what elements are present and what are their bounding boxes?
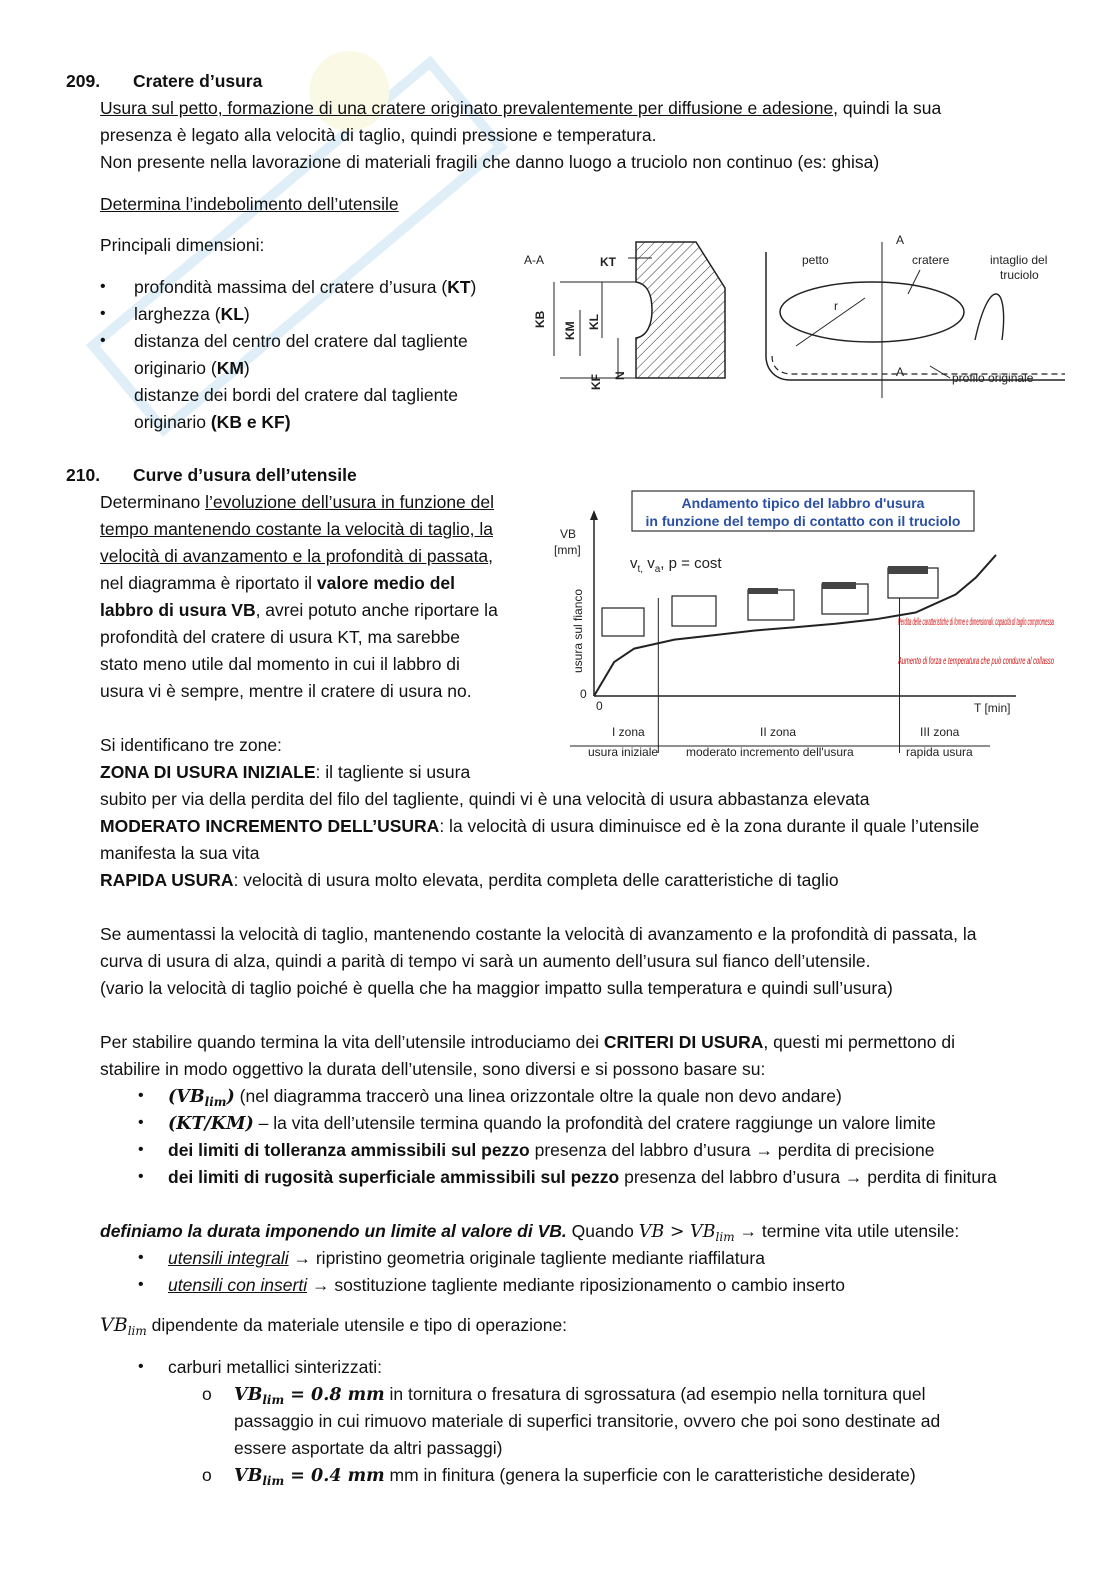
chart-note-1: Perdita delle caratteristiche di forme e dimensionali: capacità di taglio compromessa [898,617,1055,628]
dim-item-km-line2 [134,357,250,379]
criterion-kt-km [168,1112,936,1135]
wear-land-3 [748,588,778,594]
y-axis-arrow [590,510,598,520]
bullet-dot: • [138,1114,144,1131]
bullet-dot: • [138,1358,144,1375]
sub2-sub: lim [262,1474,285,1488]
s210-line-8: usura vi è sempre, mentre il cratere di usura no. [100,681,472,701]
vblim-sub: lim [127,1324,147,1338]
dim-extra-bold: (KB e KF) [210,412,291,432]
definition-vb: VB [638,1222,665,1242]
tool-inserts-u: utensili con inserti [168,1275,308,1295]
criteria-bold: CRITERI DI USURA [603,1032,764,1052]
sub-item-2 [234,1464,916,1487]
s209-paragraph-2: Non presente nella lavorazione di materiali fragili che danno luogo a truciolo non continuo (es: ghisa) [100,152,880,172]
label-kl: KL [587,314,601,330]
criterion-vblim-close: ) [226,1087,235,1107]
criterion-roughness [168,1166,997,1188]
s210-line-4 [100,572,455,594]
sub-item-1-line-a [234,1383,925,1406]
wear-land-4 [822,582,856,589]
leader-line [908,270,920,294]
sub1-math: VB [234,1385,263,1405]
s210-line-3 [100,545,493,567]
dim-kl-end: ) [243,304,250,324]
bullet-dot: • [100,332,106,349]
sub1-sub: lim [262,1393,285,1407]
dim-item-kl [134,303,250,325]
bullet-dot: • [138,1141,144,1158]
tool-sketch-2 [672,596,716,626]
label-cratere: cratere [912,253,950,267]
label-petto: petto [802,253,829,267]
criteria-intro-1 [100,1031,955,1053]
wear-land-5 [888,566,928,574]
dim-item-km-line1: distanza del centro del cratere dal tagliente [134,331,468,351]
bullet-dot: • [138,1249,144,1266]
origin-y-label: 0 [580,687,587,701]
cond-sub2: a [654,564,661,575]
dim-kl-text: larghezza ( [134,304,221,324]
s210-l1-u: l’evoluzione dell’usura in funzione del [205,492,495,512]
s209-dims-title: Principali dimensioni: [100,235,265,255]
tool-sketch-1 [602,608,644,636]
dim-km-end: ) [243,358,250,378]
chart-title-line-2: in funzione del tempo di contatto con il truciolo [645,513,961,529]
criterion-vblim-math: (VB [168,1087,205,1107]
section-210-number: 210. [66,465,101,485]
criterion-vblim-sub: lim [204,1095,227,1109]
tool-inserts-text: → sostituzione tagliente mediante riposizionamento o cambio inserto [307,1275,846,1295]
dim-kt-bold: KT [447,277,471,297]
label-intaglio-2: truciolo [1000,268,1039,282]
bullet-dot: • [138,1276,144,1293]
label-km: KM [563,321,577,340]
label-kt: KT [600,255,616,269]
s209-determina: Determina l’indebolimento dell’utensile [100,194,399,214]
criteria-pre: Per stabilire quando termina la vita dell’utensile introduciamo dei [100,1032,604,1052]
radius-label: r [834,299,838,313]
tool-sketch-3 [748,590,794,620]
s209-p1-underlined: Usura sul petto, formazione di una cratere originato prevalentemente per diffusione e adesione, [100,98,839,118]
zone-1-title: ZONA DI USURA INIZIALE [100,762,316,782]
dim-item-kt [134,276,476,298]
bullet-dot: • [138,1087,144,1104]
s210-l4-pre: nel diagramma è riportato il [100,573,317,593]
bullet-dot: • [138,1168,144,1185]
label-n: N [613,371,627,380]
criterion-tolerance-bold: dei limiti di tolleranza ammissibili sul pezzo [168,1140,530,1160]
definition-arrow-text: → termine vita utile utensile: [734,1221,960,1241]
tool-integral [168,1247,765,1269]
chart-note-2: Aumento di forza e temperatura che può condurre al collasso [897,656,1055,667]
section-a-bottom: A [896,365,905,379]
criterion-vblim [168,1085,842,1108]
vblim-text: dipendente da materiale utensile e tipo di operazione: [146,1315,568,1335]
dim-extra-line2 [134,411,291,433]
tool-section-shape [636,242,725,378]
zone-3-line [100,869,839,891]
s210-line-6: profondità del cratere di usura KT, ma sarebbe [100,627,460,647]
dim-kt-end: ) [470,277,477,297]
label-kf: KF [589,374,603,390]
zone-2-title: MODERATO INCREMENTO DELL’USURA [100,816,440,836]
tool-inserts [168,1274,845,1296]
zone-1-line-a [100,761,470,783]
sub2-eq: = 0.4 mm [284,1466,385,1486]
y-label-side: usura sul fianco [571,588,585,673]
criterion-tolerance [168,1139,934,1161]
s210-line-1 [100,491,494,513]
s209-p1-line2: presenza è legato alla velocità di taglio, quindi pressione e temperatura. [100,125,657,145]
definition-bold: definiamo la durata imponendo un limite al valore di VB. [100,1221,567,1241]
zone-2-text-a: : la velocità di usura diminuisce ed è la zona durante il quale l’utensile [439,816,980,836]
criterion-roughness-text: presenza del labbro d’usura → perdita di finitura [619,1167,997,1187]
cond-v: v [630,555,638,572]
chart-condition [630,555,722,575]
dim-km-text: originario ( [134,358,217,378]
tool-integral-text: → ripristino geometria originale tagliente mediante riaffilatura [288,1248,765,1268]
dim-km-bold: KM [216,358,244,378]
definition-vblim: VB [690,1222,716,1242]
wear-curve-chart [550,488,1070,768]
s210-line-2: tempo mantenendo costante la velocità di taglio, la [100,519,494,539]
cond-sub1: t, [637,564,644,575]
dim-extra-line1: distanze dei bordi del cratere dal tagliente [134,385,458,405]
sub-item-1-line-b: passaggio in cui rimuovo materiale di superfici transitorie, ovvero che poi sono destinate ad [234,1411,941,1431]
y-label-unit: [mm] [554,543,581,557]
bullet-dot: • [100,305,106,322]
criterion-ktkm-math: (KT/KM) [168,1114,254,1134]
s210-line-5 [100,599,498,621]
definition-sub: lim [715,1230,735,1244]
zone-2-line-b: manifesta la sua vita [100,843,260,863]
speed-para-line-2: curva di usura di alza, quindi a parità di tempo vi sarà un aumento dell’usura sul fianco dell’utensile. [100,951,871,971]
criterion-tolerance-text: presenza del labbro d’usura → perdita di precisione [529,1140,935,1160]
crater-figure [520,228,1065,413]
x-axis-label: T [min] [974,701,1011,715]
zone-3-text: : velocità di usura molto elevata, perdita completa delle caratteristiche di taglio [233,870,839,890]
criteria-post: , questi mi permettono di [763,1032,955,1052]
cond-end: , p = cost [660,555,722,572]
s209-paragraph-1 [100,97,941,119]
dim-kt-text: profondità massima del cratere d’usura ( [134,277,448,297]
vblim-line [100,1314,567,1336]
dim-kl-bold: KL [220,304,244,324]
criterion-ktkm-text: – la vita dell’utensile termina quando la profondità del cratere raggiunge un valore limite [253,1113,936,1133]
s209-p1-rest: quindi la sua [838,98,942,118]
section-210-title: Curve d’usura dell’utensile [133,465,357,485]
zone-3-title: RAPIDA USURA [100,870,234,890]
zone-2-line-a [100,815,979,837]
section-209-number: 209. [66,71,101,91]
s210-l1-pre: Determinano [100,492,206,512]
dim-extra-text: originario [134,412,211,432]
criterion-vblim-text: (nel diagramma traccerò una linea orizzontale oltre la quale non devo andare) [234,1086,842,1106]
zone-1-desc: usura iniziale [588,745,659,759]
section-a-top: A [896,233,905,247]
zone-2-name: II zona [760,725,797,739]
zones-intro: Si identificano tre zone: [100,735,282,755]
vblim-math: VB [100,1314,128,1336]
zone-3-desc: rapida usura [906,745,973,759]
crater-outline [780,282,964,342]
sub1-text-a: in tornitura o fresatura di sgrossatura (ad esempio nella tornitura quel [384,1384,926,1404]
zone-1-name: I zona [612,725,645,739]
zone-3-name: III zona [920,725,960,739]
cond-mid: v [643,555,655,572]
tool-integral-u: utensili integrali [168,1248,289,1268]
definition-line [100,1220,959,1243]
zone-1-line-b: subito per via della perdita del filo del tagliente, quindi vi è una velocità di usura abbastanza elevata [100,789,870,809]
y-label-vb: VB [560,527,577,541]
zone-2-desc: moderato incremento dell'usura [686,745,854,759]
sub1-eq: = 0.8 mm [284,1385,385,1405]
carburi-line: carburi metallici sinterizzati: [168,1357,382,1377]
s210-l5-b: labbro di usura VB [100,600,256,620]
sub-bullet-circle: o [202,1465,212,1485]
s210-line-7: stato meno utile dal momento in cui il labbro di [100,654,460,674]
chart-title-line-1: Andamento tipico del labbro d'usura [681,495,925,511]
definition-gt: > [664,1222,691,1242]
chip-notch [975,294,1004,340]
s210-l3-post: , [488,546,494,566]
section-label: A-A [524,253,545,267]
s210-l5-post: , avrei potuto anche riportare la [255,600,498,620]
definition-quando: Quando [566,1221,639,1241]
criterion-roughness-bold: dei limiti di rugosità superficiale ammissibili sul pezzo [168,1167,620,1187]
label-profilo: profilo originale [952,371,1034,385]
criteria-intro-2: stabilire in modo oggettivo la durata dell’utensile, sono diversi e si possono basare su: [100,1059,766,1079]
section-209-title: Cratere d’usura [133,71,263,91]
bullet-dot: • [100,278,106,295]
label-kb: KB [533,310,547,328]
label-intaglio-1: intaglio del [990,253,1048,267]
speed-para-line-3: (vario la velocità di taglio poiché è quella che ha maggior impatto sulla temperatura e quindi sull’usura) [100,978,893,998]
zone-1-text-a: : il tagliente si usura [315,762,471,782]
sub2-text: mm in finitura (genera la superficie con le caratteristiche desiderate) [384,1465,916,1485]
sub-item-1-line-c: essere asportate da altri passaggi) [234,1438,503,1458]
speed-para-line-1: Se aumentassi la velocità di taglio, mantenendo costante la velocità di avanzamento e la profondità di passata, la [100,924,977,944]
sub2-math: VB [234,1466,263,1486]
s210-l4-b: valore medio del [316,573,456,593]
s210-l3-u: velocità di avanzamento e la profondità di passata [100,546,489,566]
origin-x-label: 0 [596,699,603,713]
leader-line [930,366,950,378]
sub-bullet-circle: o [202,1384,212,1404]
